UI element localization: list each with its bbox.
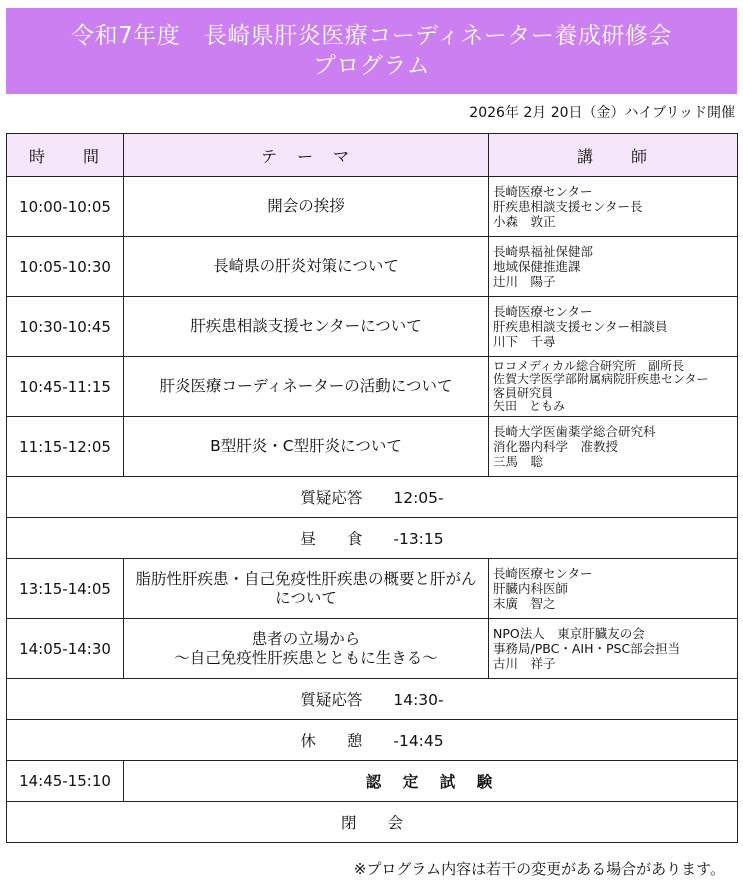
- session-lecturer: [489, 559, 738, 619]
- rest-break: 休 憩 -14:45: [7, 720, 738, 761]
- session-time: 11:15-12:05: [7, 417, 124, 477]
- session-theme-subtitle: ～自己免疫性肝疾患とともに生きる～: [174, 648, 438, 667]
- table-row: [7, 679, 738, 720]
- session-lecturer: [489, 619, 738, 679]
- session-lecturer: [489, 177, 738, 237]
- session-time: 13:15-14:05: [7, 559, 124, 619]
- session-theme-title: 患者の立場から: [251, 629, 361, 648]
- session-lecturer: [489, 417, 738, 477]
- event-date: 2026年 2月 20日（金）ハイブリッド開催: [469, 105, 735, 121]
- session-time: 10:05-10:30: [7, 237, 124, 297]
- qa-session: 質疑応答 14:30-: [7, 679, 738, 720]
- session-theme: 長崎県の肝炎対策について: [124, 237, 489, 297]
- lecturer-position: 肝疾患相談支援センター長: [493, 199, 643, 214]
- lecturer-name: 三馬 聡: [493, 454, 544, 469]
- lecturer-affiliation: 長崎医療センター: [493, 184, 593, 199]
- session-theme: 脂肪性肝疾患・自己免疫性肝疾患の概要と肝がんについて: [124, 559, 489, 619]
- lunch-break: 昼 食 -13:15: [7, 518, 738, 559]
- lecturer-affiliation: 長崎医療センター: [493, 566, 593, 581]
- footnote: ※プログラム内容は若干の変更がある場合があります。: [353, 860, 725, 878]
- session-time: 14:45-15:10: [7, 761, 124, 802]
- table-row: [7, 177, 738, 237]
- session-theme: 肝炎医療コーディネーターの活動について: [124, 357, 489, 417]
- lecturer-affiliation: 佐賀大学医学部附属病院肝疾患センター: [493, 372, 709, 386]
- column-header-lecturer: 講 師: [489, 134, 738, 177]
- table-row: [7, 559, 738, 619]
- session-time: 10:30-10:45: [7, 297, 124, 357]
- lecturer-affiliation: 長崎大学医歯薬学総合研究科: [493, 424, 656, 439]
- lecturer-name: 辻川 陽子: [493, 274, 556, 289]
- table-row: [7, 357, 738, 417]
- lecturer-position: 肝臓内科医師: [493, 581, 569, 596]
- table-row: [7, 417, 738, 477]
- lecturer-position: 客員研究員: [493, 385, 554, 400]
- session-time: 10:45-11:15: [7, 357, 124, 417]
- session-lecturer: [489, 357, 738, 417]
- table-row: [7, 477, 738, 518]
- column-header-theme: テ ー マ: [124, 134, 489, 177]
- page-title: 令和7年度 長崎県肝炎医療コーディネーター養成研修会: [71, 23, 672, 49]
- table-row: [7, 802, 738, 843]
- session-time: 10:00-10:05: [7, 177, 124, 237]
- session-theme: 開会の挨拶: [124, 177, 489, 237]
- title-banner: [6, 8, 737, 94]
- session-theme: [124, 619, 489, 679]
- certification-exam: 認 定 試 験: [124, 761, 738, 802]
- lecturer-name: 矢田 ともみ: [493, 399, 566, 413]
- lecturer-position: 事務局/PBC・AIH・PSC部会担当: [493, 641, 681, 656]
- table-header-row: [7, 134, 738, 177]
- program-table: [6, 133, 738, 843]
- column-header-time: 時 間: [7, 134, 124, 177]
- session-lecturer: [489, 237, 738, 297]
- session-theme: B型肝炎・C型肝炎について: [124, 417, 489, 477]
- lecturer-affiliation: 長崎県福祉保健部: [493, 244, 594, 259]
- table-row: [7, 297, 738, 357]
- page-subtitle: プログラム: [312, 53, 431, 79]
- qa-session: 質疑応答 12:05-: [7, 477, 738, 518]
- lecturer-name: 末廣 智之: [493, 596, 556, 611]
- session-time: 14:05-14:30: [7, 619, 124, 679]
- lecturer-position: 地域保健推進課: [493, 259, 581, 274]
- lecturer-position: 消化器内科学 准教授: [493, 439, 619, 454]
- table-row: [7, 761, 738, 802]
- session-lecturer: [489, 297, 738, 357]
- table-row: [7, 518, 738, 559]
- closing: 閉 会: [7, 802, 738, 843]
- session-theme: 肝疾患相談支援センターについて: [124, 297, 489, 357]
- table-row: [7, 619, 738, 679]
- lecturer-name: 古川 祥子: [493, 656, 556, 671]
- lecturer-affiliation: ロコメディカル総合研究所 副所長: [493, 358, 685, 373]
- lecturer-position: 肝疾患相談支援センター相談員: [493, 319, 668, 334]
- lecturer-name: 川下 千尋: [493, 334, 556, 349]
- lecturer-name: 小森 敦正: [493, 214, 556, 229]
- lecturer-affiliation: NPO法人 東京肝臓友の会: [493, 626, 645, 641]
- table-row: [7, 720, 738, 761]
- lecturer-affiliation: 長崎医療センター: [493, 304, 593, 319]
- table-row: [7, 237, 738, 297]
